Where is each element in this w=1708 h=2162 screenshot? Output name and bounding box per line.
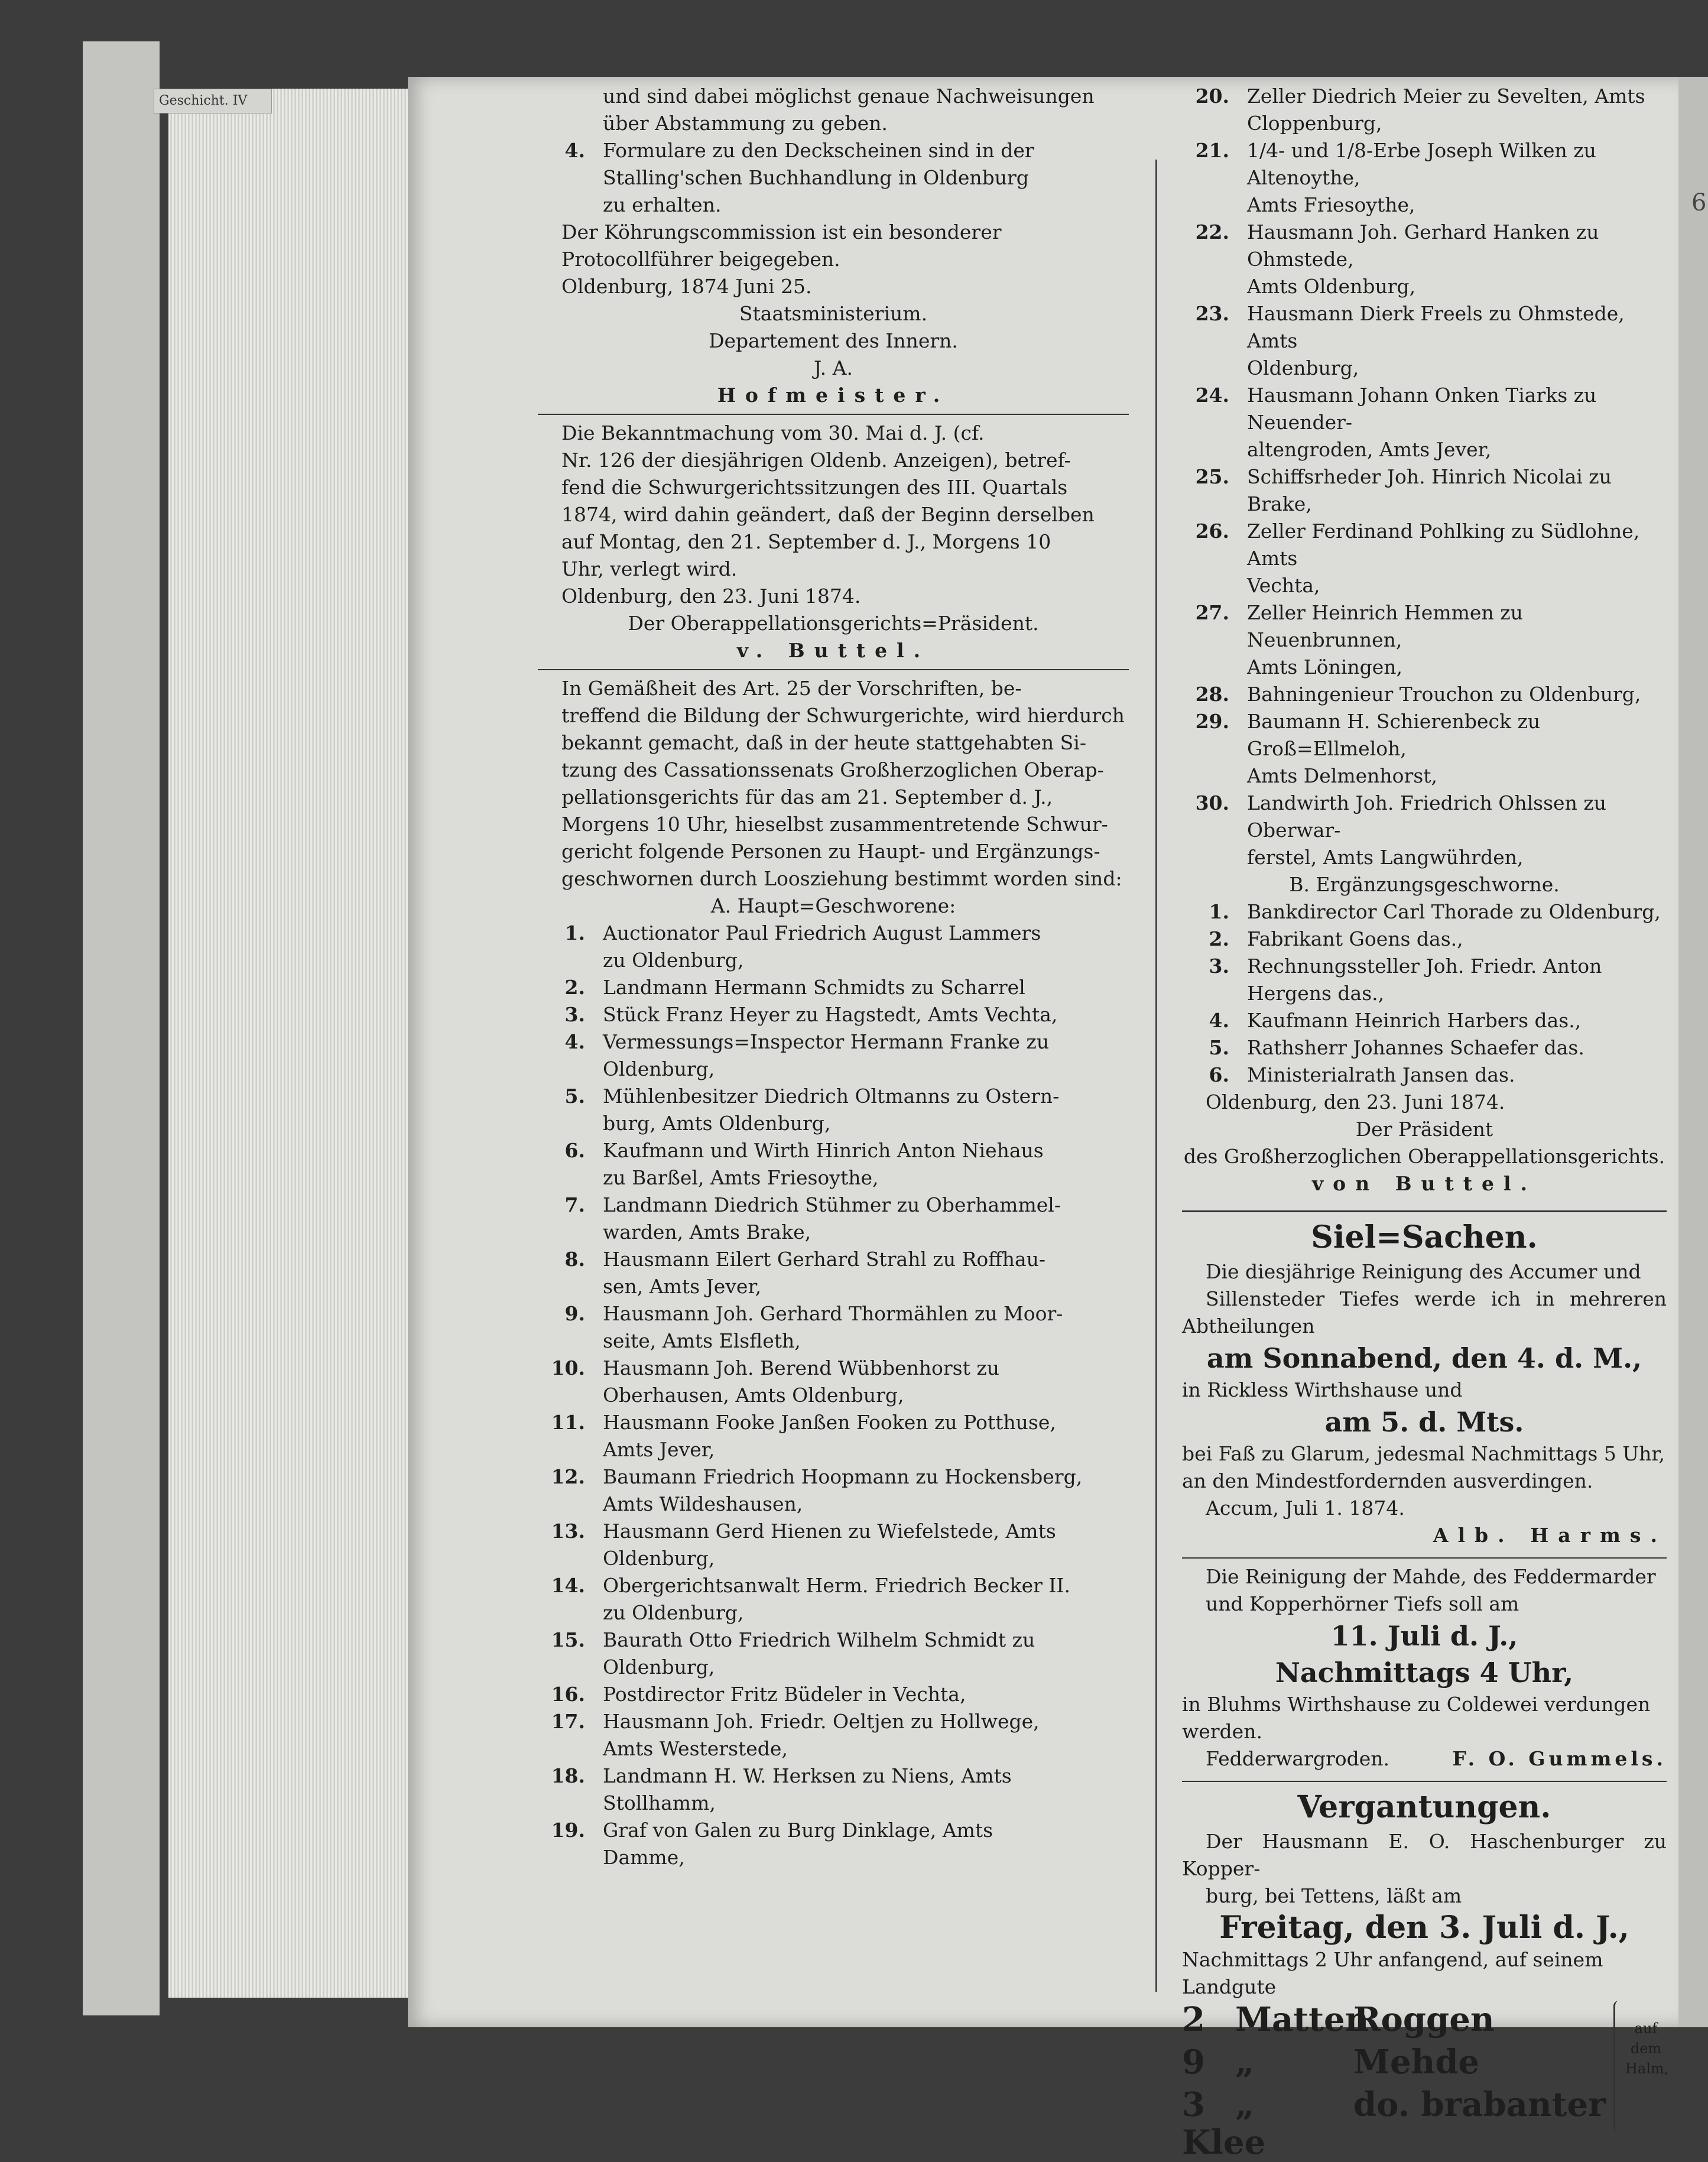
juror-entry (538, 1572, 1129, 1627)
siel-heading: Siel=Sachen. (1311, 1219, 1538, 1255)
juror-entry (1182, 790, 1667, 871)
juror-number: 16. (551, 1683, 585, 1706)
mahde-text (1182, 1563, 1667, 1618)
text-line: Die Reinigung der Mahde, des Feddermarder (1206, 1565, 1656, 1588)
edge-mark: 6 (1691, 189, 1707, 216)
signer-hofmeister: Hofmeister. (717, 384, 950, 407)
juror-entry (1182, 463, 1667, 518)
divider-rule (538, 414, 1129, 415)
juror-text: burg, Amts Oldenburg, (603, 1112, 831, 1135)
text-line: Der Köhrungscommission ist ein besonderer (561, 220, 1002, 244)
siel-text (1182, 1258, 1667, 1340)
president-title: Der Oberappellationsgerichts=Präsident. (628, 612, 1039, 635)
juror-text: Zeller Heinrich Hemmen zu Neuenbrunnen, (1247, 601, 1523, 651)
siel-signer: Alb. Harms. (1433, 1524, 1667, 1547)
juror-text: sen, Amts Jever, (603, 1275, 762, 1298)
text-line: Formulare zu den Deckscheinen sind in der (603, 139, 1034, 162)
juror-entry (1182, 599, 1667, 681)
juror-entry (538, 1708, 1129, 1762)
court-name: des Großherzoglichen Oberappellationsgerichts. (1183, 1145, 1665, 1168)
text-line: zu erhalten. (603, 193, 722, 216)
protocol-note (538, 219, 1129, 273)
column-divider (1155, 160, 1157, 1992)
juror-entry (538, 1627, 1129, 1681)
juror-text: 1/4- und 1/8-Erbe Joseph Wilken zu Altenoythe, (1247, 139, 1596, 189)
goods-item (1182, 2001, 1495, 2038)
juror-text: Graf von Galen zu Burg Dinklage, Amts (603, 1819, 993, 1842)
juror-entry (1182, 382, 1667, 463)
vergantungen-heading: Vergantungen. (1297, 1789, 1551, 1825)
juror-number: 6. (564, 1139, 585, 1162)
juror-text: Auctionator Paul Friedrich August Lammers (603, 921, 1041, 944)
juror-text: Amts Westerstede, (603, 1737, 788, 1760)
juror-text: Obergerichtsanwalt Herm. Friedrich Becker II. (603, 1574, 1070, 1597)
text-line: geschwornen durch Loosziehung bestimmt worden sind: (561, 867, 1122, 890)
juror-entry (538, 1463, 1129, 1518)
mahde-date: 11. Juli d. J., (1330, 1620, 1518, 1652)
text-line: In Gemäßheit des Art. 25 der Vorschriften, be- (561, 677, 1022, 700)
juror-number: 2. (564, 976, 585, 999)
juror-entry (1182, 1034, 1667, 1061)
ia-mark: J. A. (814, 356, 853, 379)
juror-text: Oldenburg, (603, 1655, 715, 1679)
text-line: Sillensteder Tiefes werde ich in mehreren Abtheilungen (1182, 1287, 1667, 1338)
juror-text: Hausmann Joh. Berend Wübbenhorst zu (603, 1356, 999, 1379)
juror-entry (538, 920, 1129, 974)
juror-number: 22. (1195, 220, 1229, 244)
juror-entry (1182, 681, 1667, 708)
juror-entry (1182, 953, 1667, 1007)
text-line: pellationsgerichts für das am 21. September d. J., (561, 785, 1053, 809)
juror-text: Hausmann Fooke Janßen Fooken zu Potthuse, (603, 1411, 1056, 1434)
verg-date: Freitag, den 3. Juli d. J., (1219, 1910, 1629, 1946)
juror-number: 2. (1209, 927, 1229, 950)
text-line: tzung des Cassationssenats Großherzoglichen Oberap- (561, 758, 1104, 781)
department-name: Departement des Innern. (709, 329, 958, 352)
juror-number: 3. (1209, 955, 1229, 978)
juror-number: 27. (1195, 601, 1229, 624)
juror-entry (538, 1137, 1129, 1192)
goods-qty: 2 (1182, 2000, 1205, 2039)
goods-item (1182, 2086, 1667, 2161)
juror-text: Vermessungs=Inspector Hermann Franke zu (603, 1030, 1050, 1053)
juror-text: zu Barßel, Amts Friesoythe, (603, 1166, 879, 1189)
juror-entry (538, 1681, 1129, 1708)
juror-text: Kaufmann Heinrich Harbers das., (1247, 1009, 1582, 1032)
goods-aside: auf dem Halm, (1625, 2020, 1669, 2077)
juror-text: Amts Löningen, (1247, 655, 1403, 679)
signer-von-buttel: von Buttel. (1311, 1172, 1537, 1195)
juror-text: Hausmann Eilert Gerhard Strahl zu Roffhau- (603, 1248, 1046, 1271)
juror-text: warden, Amts Brake, (603, 1220, 811, 1244)
juror-entry (538, 1083, 1129, 1137)
juror-entry (1182, 300, 1667, 382)
text-line: treffend die Bildung der Schwurgerichte, wird hierdurch (561, 704, 1125, 727)
juror-text: Bankdirector Carl Thorade zu Oldenburg, (1247, 900, 1661, 923)
juror-entry (538, 1300, 1129, 1355)
juror-text: Amts Jever, (603, 1438, 715, 1461)
goods-qty: 3 (1182, 2085, 1205, 2124)
mahde-place: in Bluhms Wirthshause zu Coldewei verdungen werden. (1182, 1693, 1651, 1743)
juror-text: Bahningenieur Trouchon zu Oldenburg, (1247, 683, 1641, 706)
text-line: burg, bei Tettens, läßt am (1206, 1884, 1462, 1907)
juror-number: 11. (551, 1411, 585, 1434)
spine-label: Geschicht. IV (154, 89, 272, 113)
juror-number: 17. (551, 1710, 585, 1733)
supplementary-list (1182, 898, 1667, 1089)
text-line: Stalling'schen Buchhandlung in Oldenburg (603, 166, 1029, 189)
text-line: bekannt gemacht, daß in der heute stattgehabten Si- (561, 731, 1086, 754)
juror-number: 21. (1195, 139, 1229, 162)
divider-rule (538, 669, 1129, 670)
juror-text: Baumann H. Schierenbeck zu Groß=Ellmeloh, (1247, 710, 1541, 760)
text-line: gericht folgende Personen zu Haupt- und Ergänzungs- (561, 840, 1100, 863)
juror-text: Hausmann Joh. Gerhard Hanken zu Ohmstede, (1247, 220, 1599, 271)
juror-number: 28. (1195, 683, 1229, 706)
juror-number: 13. (551, 1520, 585, 1543)
divider-rule (1182, 1781, 1667, 1782)
juror-entry (1182, 83, 1667, 137)
juror-text: Postdirector Fritz Büdeler in Vechta, (603, 1683, 966, 1706)
mahde-signature-line (1182, 1745, 1667, 1773)
juror-list-right (1182, 83, 1667, 871)
juror-text: Baumann Friedrich Hoopmann zu Hockensberg, (603, 1465, 1083, 1488)
text-line: Morgens 10 Uhr, hieselbst zusammentretende Schwur- (561, 813, 1108, 836)
juror-number: 4. (564, 1030, 585, 1053)
juror-text: Ministerialrath Jansen das. (1247, 1063, 1515, 1086)
juror-text: Zeller Ferdinand Pohlking zu Südlohne, Amts (1247, 520, 1640, 570)
juror-text: altengroden, Amts Jever, (1247, 438, 1492, 461)
juror-number: 9. (564, 1302, 585, 1325)
goods-unit: „ (1235, 2085, 1255, 2124)
juror-number: 6. (1209, 1063, 1229, 1086)
juror-entry (538, 1518, 1129, 1572)
juror-text: Oldenburg, (603, 1547, 715, 1570)
juror-number: 25. (1195, 465, 1229, 488)
juror-text: Amts Delmenhorst, (1247, 764, 1438, 787)
juror-text: Amts Wildeshausen, (603, 1492, 803, 1515)
date-line-2: Oldenburg, den 23. Juni 1874. (561, 585, 861, 608)
juror-text: Hausmann Joh. Friedr. Oeltjen zu Hollwege, (603, 1710, 1040, 1733)
juror-number: 18. (551, 1764, 585, 1787)
text-line: 1874, wird dahin geändert, daß der Beginn derselben (561, 503, 1095, 526)
juror-text: seite, Amts Elsfleth, (603, 1329, 801, 1352)
intro-block (538, 83, 1129, 137)
juror-number: 1. (1209, 900, 1229, 923)
juror-number: 23. (1195, 302, 1229, 325)
juror-number: 30. (1195, 791, 1229, 814)
date-line-3: Oldenburg, den 23. Juni 1874. (1206, 1090, 1505, 1114)
juror-entry (538, 1409, 1129, 1463)
juror-text: Oldenburg, (603, 1057, 715, 1080)
juror-number: 12. (551, 1465, 585, 1488)
juror-text: zu Oldenburg, (603, 949, 744, 972)
text-line: bei Faß zu Glarum, jedesmal Nachmittags 5 Uhr, (1182, 1442, 1665, 1465)
book-binding (83, 41, 160, 2015)
juror-text: Rathsherr Johannes Schaefer das. (1247, 1036, 1584, 1059)
text-line: Protocollführer beigegeben. (561, 248, 840, 271)
text-line: Die Bekanntmachung vom 30. Mai d. J. (cf. (561, 421, 985, 444)
notice-3 (538, 675, 1129, 892)
juror-text: Baurath Otto Friedrich Wilhelm Schmidt zu (603, 1628, 1035, 1651)
juror-entry (538, 974, 1129, 1001)
juror-text: Cloppenburg, (1247, 112, 1382, 135)
text-line: und sind dabei möglichst genaue Nachweisungen (603, 85, 1095, 108)
signer-buttel: v. Buttel. (736, 639, 930, 662)
juror-text: Landmann Hermann Schmidts zu Scharrel (603, 976, 1025, 999)
juror-text: Hausmann Joh. Gerhard Thormählen zu Moor- (603, 1302, 1063, 1325)
next-page-edge (1678, 77, 1708, 2027)
siel-text-2 (1182, 1440, 1667, 1495)
juror-text: Kaufmann und Wirth Hinrich Anton Niehaus (603, 1139, 1044, 1162)
juror-number: 15. (551, 1628, 585, 1651)
juror-number: 20. (1195, 85, 1229, 108)
text-line: fend die Schwurgerichtssitzungen des III. Quartals (561, 476, 1068, 499)
juror-text: Amts Oldenburg, (1247, 275, 1416, 298)
page-block-edge (168, 89, 411, 1998)
mahde-place-sign: Fedderwargroden. (1206, 1747, 1390, 1770)
juror-text: Stollhamm, (603, 1791, 716, 1814)
mahde-time: Nachmittags 4 Uhr, (1275, 1657, 1574, 1689)
date-line-1: Oldenburg, 1874 Juni 25. (561, 275, 812, 298)
juror-number: 14. (551, 1574, 585, 1597)
goods-item: Roggen (1353, 2000, 1495, 2039)
juror-entry (1182, 926, 1667, 953)
juror-number: 3. (564, 1003, 585, 1026)
goods-item: Mehde (1353, 2043, 1480, 2082)
juror-text: Vechta, (1247, 574, 1320, 597)
right-column (1182, 83, 1669, 2162)
text-line: über Abstammung zu geben. (603, 112, 888, 135)
juror-text: Zeller Diedrich Meier zu Sevelten, Amts (1247, 85, 1645, 108)
juror-text: Schiffsrheder Joh. Hinrich Nicolai zu Brake, (1247, 465, 1612, 515)
juror-number: 26. (1195, 520, 1229, 543)
divider-rule (1182, 1210, 1667, 1212)
text-line: an den Mindestfordernden ausverdingen. (1182, 1469, 1593, 1492)
text-line: Nr. 126 der diesjährigen Oldenb. Anzeigen), betref- (561, 449, 1071, 472)
verg-text (1182, 1828, 1667, 1910)
section-a-heading: A. Haupt=Geschworene: (710, 894, 956, 917)
juror-number: 5. (564, 1085, 585, 1108)
goods-item (1182, 2043, 1479, 2081)
juror-entry (538, 1028, 1129, 1083)
juror-entry (1182, 708, 1667, 790)
mahde-signer: F. O. Gummels. (1452, 1747, 1667, 1770)
siel-date-2: am 5. d. Mts. (1324, 1406, 1524, 1438)
juror-number: 8. (564, 1248, 585, 1271)
juror-number: 10. (551, 1356, 585, 1379)
goods-unit: Matten (1235, 2000, 1369, 2039)
text-line: Uhr, verlegt wird. (561, 557, 738, 580)
divider-rule (1182, 1557, 1667, 1559)
juror-entry (538, 1246, 1129, 1300)
text-line: Die diesjährige Reinigung des Accumer und (1206, 1260, 1641, 1283)
juror-text: Fabrikant Goens das., (1247, 927, 1463, 950)
text-line: Der Hausmann E. O. Haschenburger zu Kopper- (1182, 1830, 1667, 1880)
juror-entry (1182, 219, 1667, 300)
juror-text: ferstel, Amts Langwührden, (1247, 846, 1524, 869)
juror-number: 19. (551, 1819, 585, 1842)
notice-2 (538, 420, 1129, 583)
left-column (538, 83, 1129, 1871)
president-label: Der Präsident (1355, 1118, 1493, 1141)
juror-text: Mühlenbesitzer Diedrich Oltmanns zu Ostern- (603, 1085, 1060, 1108)
goods-item: do. brabanter Klee (1182, 2085, 1606, 2162)
point-4-number: 4. (564, 139, 585, 162)
juror-entry (1182, 1007, 1667, 1034)
text-line: auf Montag, den 21. September d. J., Morgens 10 (561, 530, 1051, 553)
juror-text: zu Oldenburg, (603, 1601, 744, 1624)
juror-number: 1. (564, 921, 585, 944)
point-4 (538, 137, 1129, 219)
juror-number: 24. (1195, 384, 1229, 407)
juror-text: Hausmann Johann Onken Tiarks zu Neuender- (1247, 384, 1597, 434)
juror-text: Amts Friesoythe, (1247, 193, 1415, 216)
juror-text: Damme, (603, 1846, 685, 1869)
goods-qty: 9 (1182, 2043, 1205, 2082)
juror-number: 29. (1195, 710, 1229, 733)
juror-text: Landmann Diedrich Stühmer zu Oberhammel- (603, 1193, 1061, 1216)
verg-time: Nachmittags 2 Uhr anfangend, auf seinem Landgute (1182, 1948, 1603, 1998)
juror-list-left (538, 920, 1129, 1871)
juror-number: 7. (564, 1193, 585, 1216)
ministry-name: Staatsministerium. (739, 302, 928, 325)
juror-entry (538, 1001, 1129, 1028)
juror-text: Oldenburg, (1247, 356, 1359, 379)
juror-number: 5. (1209, 1036, 1229, 1059)
juror-entry (538, 1355, 1129, 1409)
siel-date-1: am Sonnabend, den 4. d. M., (1206, 1342, 1642, 1374)
goods-unit: „ (1235, 2043, 1255, 2082)
siel-dateline: Accum, Juli 1. 1874. (1206, 1496, 1405, 1520)
juror-text: Landmann H. W. Herksen zu Niens, Amts (603, 1764, 1012, 1787)
juror-entry (538, 1192, 1129, 1246)
juror-number: 4. (1209, 1009, 1229, 1032)
juror-entry (1182, 518, 1667, 599)
siel-place-1: in Rickless Wirthshause und (1182, 1378, 1463, 1401)
juror-entry (1182, 137, 1667, 219)
juror-entry (538, 1762, 1129, 1817)
juror-text: Rechnungssteller Joh. Friedr. Anton Hergens das., (1247, 955, 1602, 1005)
juror-text: Stück Franz Heyer zu Hagstedt, Amts Vechta, (603, 1003, 1058, 1026)
goods-list (1182, 2000, 1669, 2162)
section-b-heading: B. Ergänzungsgeschworne. (1289, 873, 1560, 896)
juror-text: Landwirth Joh. Friedrich Ohlssen zu Oberwar- (1247, 791, 1606, 842)
text-line: und Kopperhörner Tiefs soll am (1206, 1592, 1519, 1615)
juror-entry (538, 1817, 1129, 1871)
juror-entry (1182, 1061, 1667, 1089)
juror-text: Hausmann Gerd Hienen zu Wiefelstede, Amts (603, 1520, 1056, 1543)
juror-entry (1182, 898, 1667, 926)
juror-text: Oberhausen, Amts Oldenburg, (603, 1384, 904, 1407)
juror-text: Hausmann Dierk Freels zu Ohmstede, Amts (1247, 302, 1625, 352)
